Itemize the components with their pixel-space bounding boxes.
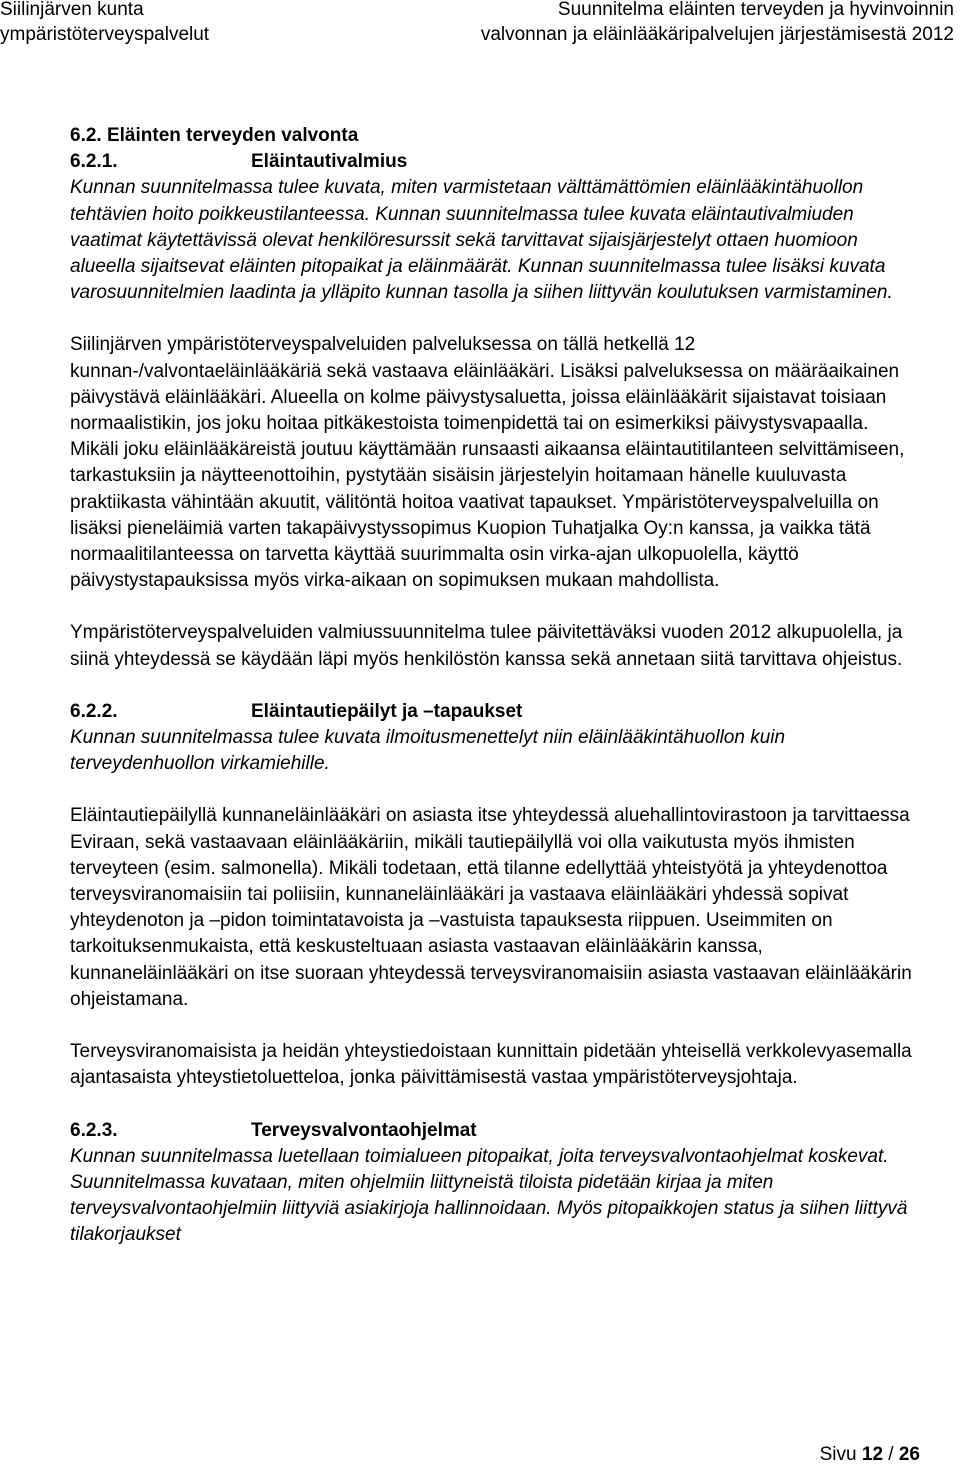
subsection-heading-2	[70, 699, 920, 725]
subsection-number: 6.2.3.	[70, 1119, 118, 1141]
paragraph: Ympäristöterveyspalveluiden valmiussuunnitelma tulee päivitettäväksi vuoden 2012 alkupuolella, ja siinä yhteydessä se käydään läpi myös henkilöstön kanssa sekä annetaan siitä tarvittava ohjeistus.	[70, 622, 903, 670]
document-body	[70, 123, 920, 1249]
page-label: Sivu	[819, 1444, 862, 1465]
page-separator: /	[883, 1444, 899, 1465]
page-footer	[820, 1443, 920, 1467]
subsection-heading-3	[70, 1118, 920, 1144]
subsection-heading-1	[70, 149, 920, 175]
subsection-number: 6.2.2.	[70, 700, 118, 722]
header-document-title-line1: Suunnitelma eläinten terveyden ja hyvinvoinnin	[557, 0, 954, 20]
subsection-title: Terveysvalvontaohjelmat	[251, 1119, 477, 1141]
header-organization: Siilinjärven kunta	[0, 0, 144, 20]
intro-text: Kunnan suunnitelmassa tulee kuvata, miten varmistetaan välttämättömien eläinlääkintähuollon tehtävien hoito poikkeustilanteessa. Kunnan suunnitelmassa tulee kuvata eläintautivalmiuden vaatimat käytettävissä olevat henkilöresurssit sekä tarvittavat sijaisjärjestelyt ottaen huomioon alueella sijaitsevat eläinten pitopaikat ja eläinmäärät.	[70, 177, 864, 278]
paragraph: Siilinjärven ympäristöterveyspalveluiden palveluksessa on tällä hetkellä 12 kunnan-/valvontaeläinlääkäriä sekä vastaava eläinlääkäri. Lisäksi palveluksessa on määräaikainen päivystävä eläinlääkäri. Alueella on kolme päivystysaluetta, joissa eläinlääkärit sijaistavat toisiaan normaalistikin, jos joku hoitaa pitkäkestoista toimenpidettä tai on esimerkiksi päivystysvapaalla. Mikäli joku eläinlääkäreistä joutuu käyttämään runsaasti aikaansa eläintautitilanteen selvittämiseen, tarkastuksiin ja näytteenottoihin, pystytään sisäisin järjestelyin hoitamaan hänelle kuuluvasta praktiikasta vähintään akuutit, välitöntä hoitoa vaativat tapaukset. Ympäristöterveyspalveluilla on lisäksi pieneläimiä varten takapäivystyssopimus Kuopion Tuhatjalka Oy:n kanssa, ja vaikka tätä normaalitilanteessa on tarvetta käyttää suurimmalta osin virka-ajan ulkopuolella, käyttö päivystystapauksissa myös virka-aikaan on sopimuksen mukaan mahdollista.	[70, 334, 905, 592]
subsection-title: Eläintautivalmius	[251, 151, 408, 173]
page-current: 12	[861, 1444, 884, 1465]
section-heading: 6.2. Eläinten terveyden valvonta	[70, 125, 359, 146]
header-right	[481, 0, 954, 47]
subsection-intro	[70, 175, 920, 306]
subsection-intro: Kunnan suunnitelmassa tulee kuvata ilmoitusmenettelyt niin eläinlääkintähuollon kuin terveydenhuollon virkamiehille.	[70, 727, 786, 775]
subsection-number: 6.2.1.	[70, 151, 118, 173]
subsection-title: Eläintautiepäilyt ja –tapaukset	[251, 700, 523, 722]
paragraph: Eläintautiepäilyllä kunnaneläinlääkäri on asiasta itse yhteydessä aluehallintovirastoon ja tarvittaessa Eviraan, sekä vastaavaan eläinlääkäriin, mikäli tautiepäilyllä voi olla vaikutusta myös ihmisten terveyteen (esim. salmonella). Mikäli todetaan, että tilanne edellyttää yhteistyötä ja yhteydenottoa terveysviranomaisiin tai poliisiin, kunnaneläinlääkäri ja vastaava eläinlääkäri yhdessä sopivat yhteydenoton ja –pidon toimintatavoista ja –vastuista tapauksesta riippuen. Useimmiten on tarkoituksenmukaista, että keskusteltuaan asiasta vastaavan eläinlääkärin kanssa, kunnaneläinlääkäri on itse suoraan yhteydessä terveysviranomaisiin asiasta vastaavan eläinlääkärin ohjeistamana.	[70, 805, 912, 1010]
paragraph: Terveysviranomaisista ja heidän yhteystiedoistaan kunnittain pidetään yhteisellä verkkolevyasemalla ajantasaista yhteystietoluetteloa, jonka päivittämisestä vastaa ympäristöterveysjohtaja.	[70, 1041, 912, 1089]
page-header	[0, 0, 960, 50]
intro-text: Kunnan suunnitelmassa tulee lisäksi kuvata varosuunnitelmien laadinta ja ylläpito kunnan tasolla ja siihen liittyvän koulutuksen varmistaminen.	[70, 256, 893, 304]
header-left	[0, 0, 209, 47]
header-document-title-line2: valvonnan ja eläinlääkäripalvelujen järjestämisestä 2012	[480, 24, 954, 45]
header-department: ympäristöterveyspalvelut	[0, 24, 210, 45]
subsection-intro: Kunnan suunnitelmassa luetellaan toimialueen pitopaikat, joita terveysvalvontaohjelmat koskevat. Suunnitelmassa kuvataan, miten ohjelmiin liittyneistä tiloista pidetään kirjaa ja miten terveysvalvontaohjelmiin liittyviä asiakirjoja hallinnoidaan. Myös pitopaikkojen status ja siihen liittyvä tilakorjaukset	[70, 1145, 908, 1246]
page-total: 26	[898, 1444, 920, 1465]
